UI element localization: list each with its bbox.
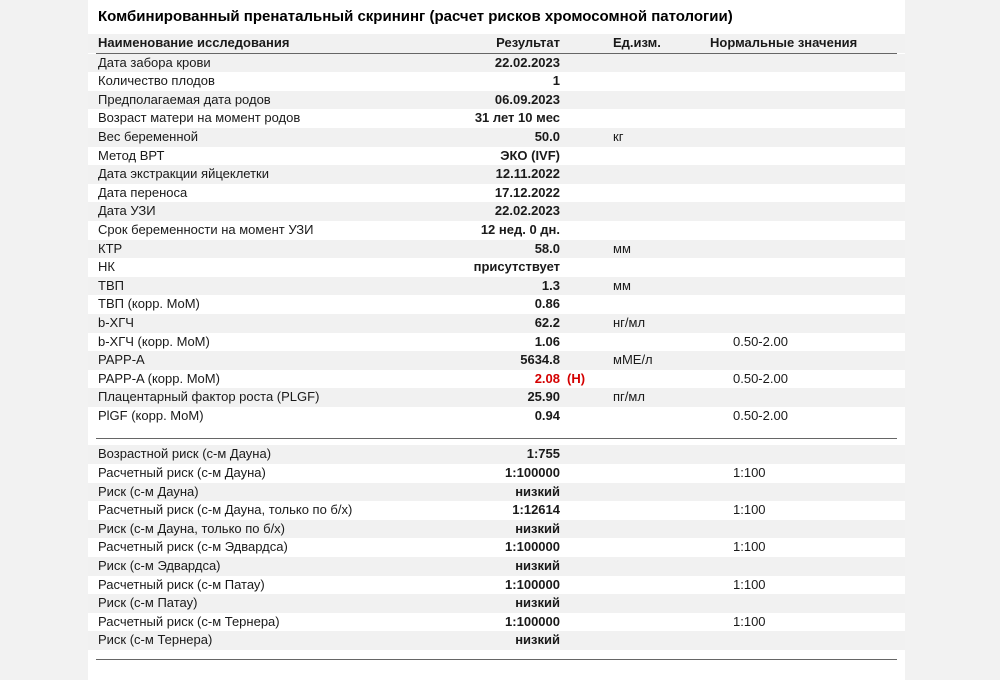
row-name-cell: Плацентарный фактор роста (PLGF) [98,389,320,405]
row-result-cell: 5634.8 [520,352,560,368]
row-name-cell: Риск (с-м Патау) [98,595,198,611]
row-name-cell: ТВП (корр. MoM) [98,296,200,312]
table-row [88,351,905,370]
row-name-cell: Расчетный риск (с-м Эдвардса) [98,539,288,555]
report-title: Комбинированный пренатальный скрининг (расчет рисков хромосомной патологии) [98,8,733,25]
row-result-cell: 1:100000 [505,465,560,481]
row-normal-cell: 1:100 [733,613,766,629]
row-name-cell: Дата переноса [98,184,188,200]
row-result-cell: 58.0 [534,240,560,256]
table-row [88,72,905,91]
section-divider [96,438,897,439]
table-row [88,407,905,426]
table-row [88,240,905,259]
row-result-cell: 1.3 [541,277,560,293]
table-row [88,445,905,464]
row-result-cell: 22.02.2023 [494,54,560,70]
row-name-cell: Расчетный риск (с-м Дауна) [98,465,266,481]
row-name-cell: Расчетный риск (с-м Тернера) [98,613,280,629]
row-name-cell: Срок беременности на момент УЗИ [98,221,314,237]
table-row [88,333,905,352]
row-normal-cell: 1:100 [733,576,766,592]
table-row [88,202,905,221]
table-row [88,370,905,389]
row-result-cell: 0.94 [534,407,560,423]
row-result-cell: 1:100000 [505,576,560,592]
row-name-cell: Количество плодов [98,73,215,89]
row-name-cell: Вес беременной [98,128,199,144]
row-name-cell: b-ХГЧ (корр. MoM) [98,333,210,349]
row-name-cell: Возраст матери на момент родов [98,110,301,126]
column-header-normal: Нормальные значения [710,35,858,50]
measurements-section [88,54,905,426]
row-result-cell: 31 лет 10 мес [474,110,560,126]
row-name-cell: Риск (с-м Дауна) [98,483,199,499]
table-row [88,147,905,166]
row-result-cell: 1:12614 [512,502,560,518]
row-result-cell: 2.08 [534,370,560,386]
table-row [88,388,905,407]
row-result-cell: 0.86 [534,296,560,312]
row-result-cell: низкий [515,483,560,499]
row-result-cell: низкий [515,558,560,574]
row-unit-cell: мМЕ/л [613,352,653,368]
column-header-result: Результат [496,35,560,50]
row-result-cell: 06.09.2023 [494,91,560,107]
row-unit-cell: кг [613,128,624,144]
table-row [88,631,905,650]
table-row [88,576,905,595]
row-result-cell: 1:100000 [505,539,560,555]
row-normal-cell: 1:100 [733,502,766,518]
row-name-cell: Риск (с-м Тернера) [98,632,213,648]
table-row [88,109,905,128]
table-row [88,277,905,296]
row-normal-cell: 0.50-2.00 [733,407,788,423]
row-result-cell: 62.2 [534,314,560,330]
row-high-flag: (Н) [567,370,586,386]
row-name-cell: Предполагаемая дата родов [98,91,271,107]
row-result-cell: 1:100000 [505,613,560,629]
row-name-cell: PAPP-A [98,352,145,368]
row-name-cell: ТВП [98,277,124,293]
row-name-cell: НК [98,259,115,275]
row-result-cell: ЭКО (IVF) [500,147,560,163]
row-result-cell: 1 [552,73,560,89]
table-row [88,295,905,314]
row-name-cell: Расчетный риск (с-м Дауна, только по б/х) [98,502,353,518]
table-row [88,594,905,613]
row-result-cell: 50.0 [534,128,560,144]
table-row [88,165,905,184]
row-normal-cell: 0.50-2.00 [733,333,788,349]
row-normal-cell: 1:100 [733,539,766,555]
row-result-cell: 1.06 [534,333,560,349]
row-name-cell: Риск (с-м Эдвардса) [98,558,221,574]
row-unit-cell: пг/мл [613,389,645,405]
row-normal-cell: 1:100 [733,465,766,481]
table-row [88,221,905,240]
table-row [88,538,905,557]
row-result-cell: 12.11.2022 [495,166,560,182]
table-row [88,613,905,632]
row-name-cell: PlGF (корр. MoM) [98,407,204,423]
row-result-cell: 17.12.2022 [494,184,560,200]
row-unit-cell: нг/мл [613,314,646,330]
report-document [88,0,905,680]
row-name-cell: b-ХГЧ [98,314,134,330]
table-row [88,128,905,147]
row-result-cell: низкий [515,632,560,648]
row-result-cell: низкий [515,520,560,536]
table-row [88,464,905,483]
row-name-cell: Расчетный риск (с-м Патау) [98,576,265,592]
risks-section [88,445,905,650]
table-row [88,54,905,73]
table-row [88,520,905,539]
table-row [88,483,905,502]
table-row [88,557,905,576]
bottom-divider [96,659,897,660]
row-unit-cell: мм [613,277,631,293]
row-name-cell: КТР [98,240,123,256]
row-name-cell: Дата забора крови [98,54,211,70]
row-result-cell: 1:755 [526,446,560,462]
row-name-cell: Дата экстракции яйцеклетки [98,166,269,182]
row-normal-cell: 0.50-2.00 [733,370,788,386]
row-result-cell: 12 нед. 0 дн. [480,221,560,237]
row-name-cell: Риск (с-м Дауна, только по б/х) [98,520,286,536]
row-name-cell: PAPP-A (корр. MoM) [98,370,220,386]
table-row [88,258,905,277]
row-name-cell: Возрастной риск (с-м Дауна) [98,446,272,462]
table-row [88,184,905,203]
row-name-cell: Дата УЗИ [98,203,156,219]
table-header-row [88,34,905,53]
row-name-cell: Метод ВРТ [98,147,165,163]
row-result-cell: присутствует [473,259,560,275]
column-header-name: Наименование исследования [98,35,290,50]
row-result-cell: 22.02.2023 [494,203,560,219]
table-row [88,314,905,333]
column-header-unit: Ед.изм. [613,35,661,50]
row-result-cell: 25.90 [527,389,560,405]
row-unit-cell: мм [613,240,631,256]
table-row [88,501,905,520]
row-result-cell: низкий [515,595,560,611]
table-row [88,91,905,110]
